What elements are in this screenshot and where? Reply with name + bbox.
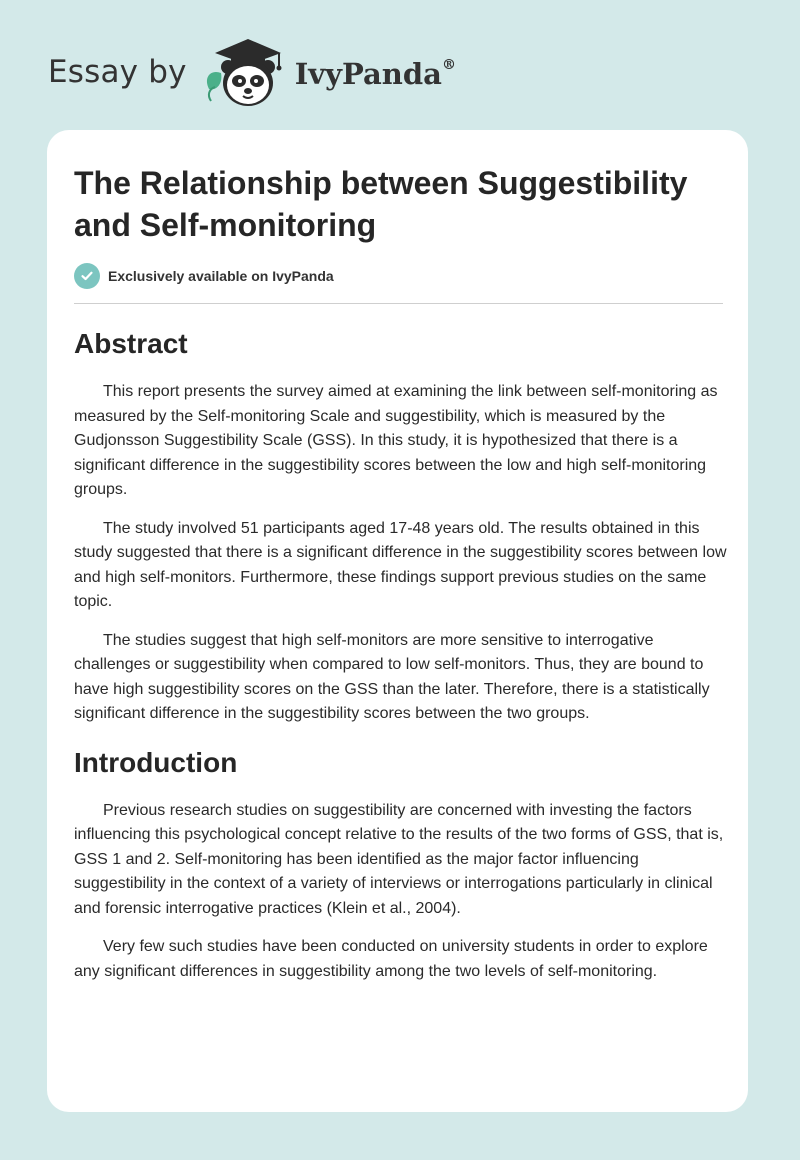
paragraph: This report presents the survey aimed at examining the link between self-monitoring as measured by the Self-monitoring Scale and suggestibility, which is measured by the Gudjonsson Suggestibility Scale (GSS). In this study, it is hypothesized that there is a significant difference in the suggestibility scores between the low and high self-monitoring groups. xyxy=(74,383,718,498)
essay-by-label: Essay by xyxy=(48,54,187,90)
exclusive-badge xyxy=(74,263,334,289)
essay-card xyxy=(47,130,748,1112)
check-circle-icon xyxy=(74,263,100,289)
exclusive-text: Exclusively available on IvyPanda xyxy=(108,268,334,284)
panda-graduate-icon xyxy=(201,33,291,111)
paragraph: The study involved 51 participants aged 17-48 years old. The results obtained in this study suggested that there is a significant difference in the suggestibility scores between low and high self-monitors. Furthermore, these findings support previous studies on the same topic. xyxy=(74,519,727,610)
paragraph: Very few such studies have been conducted on university students in order to explore any significant differences in suggestibility among the two levels of self-monitoring. xyxy=(74,938,708,980)
divider xyxy=(74,303,723,304)
site-header xyxy=(48,32,456,112)
section-abstract xyxy=(74,322,729,727)
paragraph: The studies suggest that high self-monitors are more sensitive to interrogative challenges or suggestibility when compared to low self-monitors. Thus, they are bound to have high suggestibility scores on the GSS than the later. Therefore, there is a statistically significant difference in the suggestibility scores between the two groups. xyxy=(74,631,710,722)
section-heading: Abstract xyxy=(74,328,188,359)
section-introduction xyxy=(74,741,729,985)
section-heading: Introduction xyxy=(74,746,238,778)
essay-body xyxy=(74,322,729,998)
brand-logo-text[interactable]: IvyPanda® xyxy=(294,57,456,91)
page-title: The Relationship between Suggestibility and Self-monitoring xyxy=(74,165,688,243)
paragraph: Previous research studies on suggestibility are concerned with investing the factors influencing this psychological concept relative to the results of the two forms of GSS, that is, GSS 1 and 2. Self-monitoring has been identified as the major factor influencing suggestibility in the context of a variety of interviews or interrogations particularly in clinical and forensic interrogative practices (Klein et al., 2004). xyxy=(74,801,724,917)
